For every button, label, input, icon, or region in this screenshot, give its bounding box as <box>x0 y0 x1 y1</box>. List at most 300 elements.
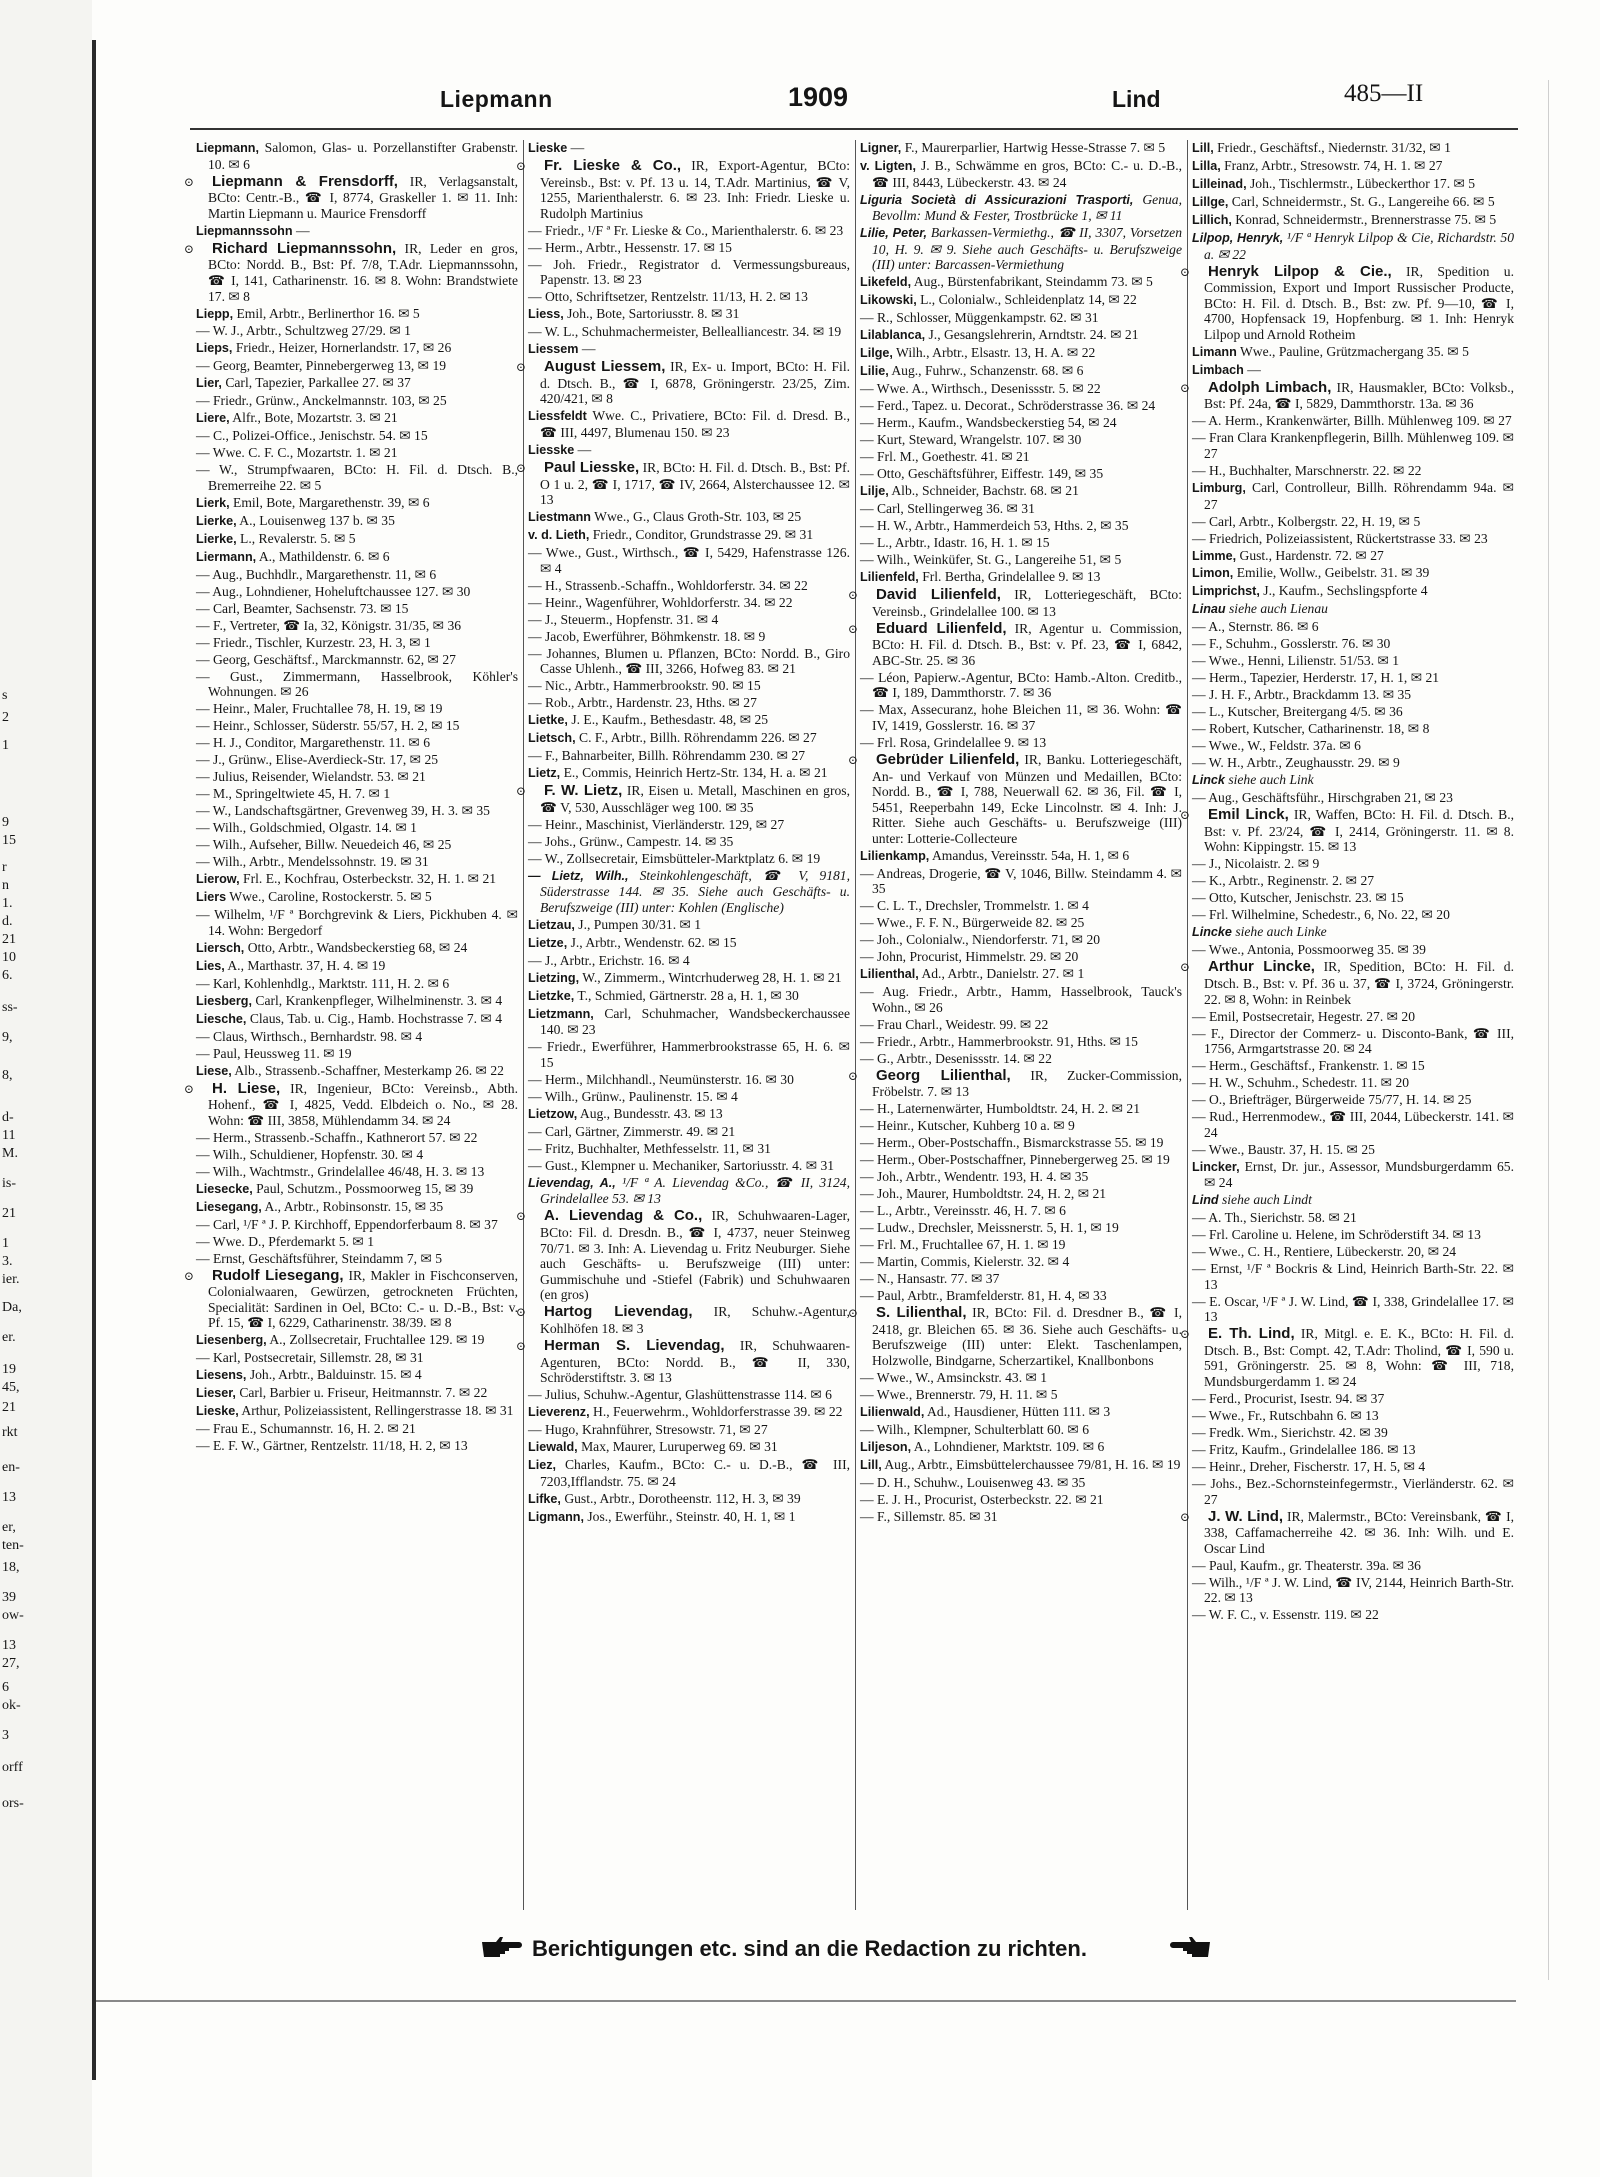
directory-entry <box>1192 514 1514 530</box>
entry-details: — Wilh., Arbtr., Mendelssohnstr. 19. ✉ 31 <box>196 854 429 870</box>
entry-details: — Karl, Postsecretair, Sillemstr. 28, ✉ 31 <box>196 1350 424 1366</box>
entry-details: siehe auch Lindt <box>1221 1192 1312 1208</box>
entry-name: Linck <box>1192 773 1225 788</box>
directory-entry <box>1192 531 1514 547</box>
entry-name: Arthur Lincke, <box>1208 958 1315 976</box>
firm-entry <box>516 156 850 221</box>
entry-name: Lilleinad, <box>1192 176 1247 191</box>
directory-entry <box>528 1422 850 1438</box>
entry-details: IR, Verlagsanstalt, BCto: Centr.-B., ☎ I, 8774, Graskeller 1. ✉ 11. Inh: Martin Liepmann u. Maurice Frensdorff <box>208 173 518 221</box>
registered-firm-icon: ⊙ <box>516 1305 527 1320</box>
entry-name: Liesenberg, <box>196 1333 267 1348</box>
directory-entry <box>196 701 518 717</box>
directory-entry <box>1192 1192 1514 1209</box>
directory-entry <box>196 752 518 768</box>
entry-name: David Lilienfeld, <box>876 586 1001 604</box>
entry-details: — Frl. Wilhelmine, Schedestr., 6, No. 22, ✉ 20 <box>1192 907 1450 923</box>
firm-entry <box>516 458 851 508</box>
entry-details: — H., Laternenwärter, Humboldtstr. 24, H. 2. ✉ 21 <box>860 1101 1141 1117</box>
directory-entry <box>860 949 1182 965</box>
entry-details: — Wilh., Aufseher, Billw. Neuedeich 46, ✉ 25 <box>196 837 452 853</box>
column-divider <box>523 140 524 1910</box>
directory-entry <box>1192 1425 1514 1441</box>
directory-entry <box>1192 1142 1514 1158</box>
entry-details: — Wwe., Baustr. 37, H. 15. ✉ 25 <box>1192 1141 1375 1157</box>
margin-fragment: en- <box>2 1460 20 1475</box>
entry-details: — Joh. Friedr., Registrator d. Vermessungsbureaus, Papenstr. 13. ✉ 23 <box>528 256 850 288</box>
margin-fragment: 13 <box>2 1490 16 1505</box>
entry-details: — Heinr., Kutscher, Kuhberg 10 a. ✉ 9 <box>860 1118 1075 1134</box>
entry-details: Wwe. C., Privatiere, BCto: Fil. d. Dresd. B., ☎ III, 4497, Blumenau 150. ✉ 23 <box>540 408 850 440</box>
directory-entry <box>860 501 1182 517</box>
entry-details: H., Feuerwehrm., Wohldorferstrasse 39. ✉ 22 <box>593 1404 843 1420</box>
margin-fragment: Da, <box>2 1300 22 1315</box>
entry-name: Lilge, <box>860 346 893 361</box>
directory-entry <box>1192 772 1514 789</box>
entry-details: — Wilh., Wachtmstr., Grindelallee 46/48, H. 3. ✉ 13 <box>196 1163 485 1179</box>
directory-entry <box>196 601 518 617</box>
entry-details: — Rud., Herrenmodew., ☎ III, 2044, Lübeckerstr. 141. ✉ 24 <box>1192 1109 1514 1140</box>
directory-entry <box>860 1135 1182 1151</box>
entry-name: Liesske <box>528 442 575 457</box>
entry-name: Lilie, <box>860 364 889 379</box>
directory-entry <box>1192 1109 1514 1140</box>
entry-details: — Joh., Arbtr., Wendentr. 193, H. 4. ✉ 35 <box>860 1169 1089 1185</box>
entry-details: J. B., Schwämme en gros, BCto: C.- u. D.-B., ☎ III, 8443, Lübeckerstr. 43. ✉ 24 <box>872 157 1182 190</box>
entry-details: — Wilh., Grünw., Paulinenstr. 15. ✉ 4 <box>528 1088 738 1104</box>
entry-details: Aug., Bundesstr. 43. ✉ 13 <box>579 1105 723 1121</box>
entry-details: Gust., Arbtr., Dorotheenstr. 112, H. 3, ✉ 39 <box>564 1490 801 1506</box>
entry-name: Lier, <box>196 376 222 391</box>
entry-details: Barkassen-Vermiethg., ☎ II, 3307, Vorsetzen 10, H. 9. ✉ 9. Siehe auch Geschäfts- u. Berufszweige (III) unter: Barcassen-Vermiethung <box>872 225 1183 273</box>
entry-details: — N., Hansastr. 77. ✉ 37 <box>860 1271 1000 1287</box>
entry-details: — Heinr., Dreher, Fischerstr. 17, H. 5, ✉ 4 <box>1192 1458 1426 1474</box>
entry-name: Liesens, <box>196 1368 247 1383</box>
directory-column-2 <box>516 140 851 1910</box>
entry-details: — Herm., Tapezier, Herderstr. 17, H. 1, ✉ 21 <box>1192 670 1440 686</box>
directory-entry <box>196 1332 518 1349</box>
entry-details: — F., Director der Commerz- u. Disconto-Bank, ☎ III, 1756, Armgartstrasse 20. ✉ 24 <box>1192 1025 1514 1057</box>
directory-entry <box>196 735 518 751</box>
entry-name: Ligner, <box>860 141 902 155</box>
directory-entry <box>528 289 850 305</box>
entry-details: A., Marthastr. 37, H. 4. ✉ 19 <box>227 957 386 973</box>
directory-entry <box>860 1439 1182 1456</box>
directory-entry <box>196 513 518 530</box>
entry-name: Hartog Lievendag, <box>544 1303 693 1321</box>
firm-entry <box>516 782 850 815</box>
directory-entry <box>860 1152 1182 1168</box>
firm-entry <box>1180 378 1515 412</box>
directory-entry <box>196 1438 518 1454</box>
entry-details: — Carl, Stellingerweg 36. ✉ 31 <box>860 501 1035 517</box>
entry-name: Lind <box>1192 1193 1219 1208</box>
entry-details: — F., Vertreter, ☎ Ia, 32, Königstr. 31/35, ✉ 36 <box>196 617 462 633</box>
directory-entry <box>196 993 518 1010</box>
entry-name: Paul Liesske, <box>544 458 640 476</box>
margin-fragment: 19 <box>2 1362 16 1377</box>
firm-entry <box>848 1066 1182 1100</box>
directory-entry <box>528 509 850 526</box>
entry-details: Amandus, Vereinsstr. 54a, H. 1, ✉ 6 <box>931 847 1130 863</box>
directory-entry <box>528 1509 850 1526</box>
directory-entry <box>196 854 518 870</box>
entry-name: Lieverenz, <box>528 1405 590 1420</box>
directory-entry <box>196 428 518 444</box>
entry-details: — H., Buchhalter, Marschnerstr. 22. ✉ 22 <box>1192 462 1422 478</box>
entry-name: Liese, <box>196 1063 232 1078</box>
entry-name: Lierke, <box>196 513 237 528</box>
entry-details: — F., Sillemstr. 85. ✉ 31 <box>860 1508 998 1524</box>
entry-details: L., Revalerstr. 5. ✉ 5 <box>240 530 356 546</box>
entry-name: Rudolf Liesegang, <box>212 1266 344 1284</box>
directory-entry <box>860 310 1182 326</box>
directory-entry <box>196 1217 518 1233</box>
directory-entry <box>860 735 1182 751</box>
directory-entry <box>528 851 850 867</box>
directory-entry <box>860 670 1182 701</box>
directory-entry <box>1192 1558 1514 1574</box>
entry-name: v. d. Lieth, <box>528 528 590 543</box>
entry-name: Liesecke, <box>196 1181 253 1196</box>
entry-details: — Frl. Rosa, Grindelallee 9. ✉ 13 <box>860 734 1047 750</box>
directory-entry <box>1192 140 1514 157</box>
margin-fragment: 15 <box>2 833 16 848</box>
firm-entry <box>1180 262 1514 343</box>
entry-details: IR, Export-Agentur, BCto: Vereinsb., Bst: v. Pf. 13 u. 14, T.Adr. Martinius, ☎ V, 1255, Marienthalerstr. 6. ✉ 23. Inh: Friedr. Lieske u. Rudolph Martinius <box>540 157 850 221</box>
directory-entry <box>528 695 850 711</box>
directory-entry <box>860 466 1182 482</box>
entry-details: — J. H. F., Arbtr., Brackdamm 13. ✉ 35 <box>1192 687 1412 703</box>
entry-name: Lilje, <box>860 484 889 499</box>
entry-details: IR, Eisen u. Metall, Maschinen en gros, ☎ V, 530, Ausschläger weg 100. ✉ 35 <box>540 783 850 815</box>
margin-fragment: d- <box>2 1110 14 1125</box>
registered-firm-icon: ⊙ <box>516 158 527 173</box>
entry-details: — Gust., Zimmermann, Hasselbrook, Köhler's Wohnungen. ✉ 26 <box>196 668 518 700</box>
registered-firm-icon: ⊙ <box>184 174 195 189</box>
entry-name: Liermann, <box>196 549 257 564</box>
entry-details: — Friedr., ¹/F ª Fr. Lieske & Co., Marienthalerstr. 6. ✉ 23 <box>528 222 844 238</box>
entry-name: Liez, <box>528 1458 556 1473</box>
margin-fragment: 27, <box>2 1656 20 1671</box>
directory-entry <box>528 1457 850 1489</box>
header-first-entry: Liepmann <box>440 86 553 112</box>
entry-details: — Claus, Wirthsch., Bernhardstr. 98. ✉ 4 <box>196 1028 423 1044</box>
directory-entry <box>1192 158 1514 175</box>
entry-name: E. Th. Lind, <box>1208 1325 1295 1343</box>
entry-details: Alfr., Bote, Mozartstr. 3. ✉ 21 <box>232 410 398 426</box>
entry-name: Limme, <box>1192 548 1237 563</box>
page-number: 485—II <box>1344 80 1424 107</box>
entry-details: Salomon, Glas- u. Porzellanstifter Grabenstr. 10. ✉ 6 <box>208 140 518 172</box>
entry-details: Friedr., Conditor, Grundstrasse 29. ✉ 31 <box>592 527 814 543</box>
entry-details: — R., Schlosser, Müggenkampstr. 62. ✉ 31 <box>860 310 1099 326</box>
entry-details: — D. H., Schuhw., Louisenweg 43. ✉ 35 <box>860 1474 1086 1490</box>
entry-details: — Friedrich, Polizeiassistent, Rückertstrasse 33. ✉ 23 <box>1192 530 1488 546</box>
directory-entry <box>860 449 1182 465</box>
entry-details: — Hugo, Krahnführer, Stresowstr. 71, ✉ 27 <box>528 1422 768 1438</box>
entry-details: — W., Strumpfwaaren, BCto: H. Fil. d. Dtsch. B., Bremerreihe 22. ✉ 5 <box>196 462 518 493</box>
entry-details: — Paul, Arbtr., Bramfelderstr. 81, H. 4, ✉ 33 <box>860 1288 1107 1304</box>
entry-name: Lilienthal, <box>860 967 919 982</box>
entry-name: Liestmann <box>528 510 591 525</box>
entry-details: — Otto, Kutscher, Jenischstr. 23. ✉ 15 <box>1192 890 1404 906</box>
directory-entry <box>860 1475 1182 1491</box>
entry-details: — J., Nicolaistr. 2. ✉ 9 <box>1192 856 1320 872</box>
entry-details: Joh., Bote, Sartoriusstr. 8. ✉ 31 <box>567 306 740 322</box>
entry-details: — Carl, Beamter, Sachsenstr. 73. ✉ 15 <box>196 600 409 616</box>
entry-details: IR, Schuhwaaren-Lager, BCto: Fil. d. Dresdn. B., ☎ I, 4737, neuer Steinweg 70/71. ✉ 3. Inh: A. Lievendag u. Fritz Neuburger. Siehe auch Geschäfts- u. Berufszweige (III) unter: Gummischuhe und -Stiefel (Fabrik) und Schuhwaaren (en gros) <box>540 1208 850 1303</box>
directory-entry <box>528 1124 850 1140</box>
directory-entry <box>196 889 518 906</box>
entry-details: W., Zimmerm., Wintcrhuderweg 28, H. 1. ✉ 21 <box>582 969 842 985</box>
directory-entry <box>528 935 850 952</box>
entry-name: — Lietz, Wilh., <box>528 868 629 883</box>
entry-details: — C. L. T., Drechsler, Trommelstr. 1. ✉ 4 <box>860 898 1089 914</box>
entry-name: Limbach <box>1192 362 1244 377</box>
entry-name: Liepmann & Frensdorff, <box>212 172 398 190</box>
margin-fragment: M. <box>2 1146 18 1161</box>
directory-entry <box>196 1147 518 1163</box>
entry-name: August Liessem, <box>544 358 666 376</box>
entry-details: — C., Polizei-Office., Jenischstr. 54. ✉ 15 <box>196 428 428 444</box>
entry-details: Friedr., Geschäftsf., Niedernstr. 31/32, ✉ 1 <box>1217 140 1451 155</box>
directory-entry <box>1192 1391 1514 1407</box>
entry-details: IR, Agentur u. Commission, BCto: H. Fil. d. Dtsch. B., Bst: v. Pf. 23, ☎ I, 6842, ABC-Str. 25. ✉ 36 <box>872 620 1182 668</box>
directory-entry <box>860 1288 1182 1304</box>
firm-entry <box>516 1303 851 1336</box>
directory-entry <box>528 341 850 358</box>
entry-details: — A. Th., Sierichstr. 58. ✉ 21 <box>1192 1210 1357 1226</box>
directory-entry <box>1192 1476 1514 1507</box>
directory-entry <box>860 1422 1182 1438</box>
entry-details: — Herm., Kaufm., Wandsbeckerstieg 54, ✉ 24 <box>860 415 1117 431</box>
entry-name: Likefeld, <box>860 275 912 290</box>
directory-entry <box>1192 942 1514 958</box>
directory-entry <box>860 292 1182 309</box>
entry-name: Lincker, <box>1192 1159 1240 1174</box>
directory-entry <box>196 1403 518 1420</box>
directory-entry <box>860 984 1182 1015</box>
page-header <box>0 0 1600 160</box>
entry-details: — Ludw., Drechsler, Meissnerstr. 5, H. 1, ✉ 19 <box>860 1220 1119 1236</box>
entry-details: — Karl, Kohlenhdlg., Marktstr. 111, H. 2. ✉ 6 <box>196 975 450 991</box>
entry-details: — W. F. C., v. Essenstr. 119. ✉ 22 <box>1192 1607 1379 1623</box>
firm-entry <box>848 1304 1182 1369</box>
entry-details: — Robert, Kutscher, Catharinenstr. 18, ✉ 8 <box>1192 721 1430 737</box>
entry-name: Lierke, <box>196 531 237 546</box>
directory-entry <box>1192 1459 1514 1475</box>
entry-details: — Friedr., Tischler, Kurzestr. 23, H. 3, ✉ 1 <box>196 634 431 650</box>
margin-fragment: rkt <box>2 1425 18 1440</box>
directory-entry <box>528 223 850 239</box>
entry-details: IR, Malermstr., BCto: Vereinsbank, ☎ I, 338, Caffamacherreihe 42. ✉ 36. Inh: Wilh. und E. Oscar Lind <box>1204 1508 1514 1556</box>
entry-details: — Wwe. C. F. C., Mozartstr. 1. ✉ 21 <box>196 445 398 461</box>
entry-details: — Wwe., Fr., Rutschbahn 6. ✉ 13 <box>1192 1408 1379 1424</box>
registered-firm-icon: ⊙ <box>516 1209 527 1224</box>
directory-entry <box>1192 653 1514 669</box>
entry-details: — Wwe. D., Pferdemarkt 5. ✉ 1 <box>196 1233 374 1249</box>
entry-details: — Frl. M., Fruchtallee 67, H. 1. ✉ 19 <box>860 1237 1066 1253</box>
directory-entry <box>528 748 850 764</box>
entry-details: — Wwe., W., Amsinckstr. 43. ✉ 1 <box>860 1370 1048 1386</box>
entry-details: Friedr., Heizer, Hornerlandstr. 17, ✉ 26 <box>235 340 452 356</box>
directory-entry <box>860 1101 1182 1117</box>
directory-entry <box>196 940 518 957</box>
directory-entry <box>1192 755 1514 771</box>
entry-details: — Wilh., ¹/F ª J. W. Lind, ☎ IV, 2144, Heinrich Barth-Str. 22. ✉ 13 <box>1192 1574 1514 1606</box>
registered-firm-icon: ⊙ <box>184 1081 195 1096</box>
registered-firm-icon: ⊙ <box>848 621 859 636</box>
margin-fragment: 11 <box>2 1128 16 1143</box>
entry-details: A., Mathildenstr. 6. ✉ 6 <box>258 548 390 564</box>
entry-details: Joh., Tischlermstr., Lübeckerthor 17. ✉ 5 <box>1250 175 1476 191</box>
entry-details: — John, Procurist, Himmelstr. 29. ✉ 20 <box>860 949 1079 965</box>
directory-entry <box>1192 430 1514 461</box>
entry-details: — Joh., Maurer, Humboldtstr. 24, H. 2, ✉ 21 <box>860 1186 1107 1202</box>
entry-name: Gebrüder Lilienfeld, <box>876 750 1020 768</box>
directory-entry <box>860 398 1182 414</box>
entry-name: J. W. Lind, <box>1208 1507 1284 1525</box>
entry-name: Liepmann, <box>196 141 259 155</box>
entry-details: — K., Arbtr., Reginenstr. 2. ✉ 27 <box>1192 873 1375 889</box>
margin-fragment: 1 <box>2 1236 9 1251</box>
directory-entry <box>528 988 850 1005</box>
directory-entry <box>1192 1442 1514 1458</box>
directory-entry <box>1192 1009 1514 1025</box>
directory-entry <box>1192 1075 1514 1091</box>
directory-entry <box>860 1051 1182 1067</box>
entry-details: Aug., Arbtr., Eimsbüttelerchaussee 79/81, H. 16. ✉ 19 <box>884 1456 1181 1472</box>
directory-entry <box>1192 212 1514 229</box>
entry-name: Richard Liepmannssohn, <box>212 239 397 257</box>
entry-details: J. E., Kaufm., Bethesdastr. 48, ✉ 25 <box>571 712 769 728</box>
directory-entry <box>1192 636 1514 652</box>
directory-entry <box>196 1011 518 1028</box>
margin-fragment: r <box>2 860 7 875</box>
directory-entry <box>1192 907 1514 923</box>
footer-text: Berichtigungen etc. sind an die Redaction zu richten. <box>532 1936 1087 1961</box>
entry-details: — Wwe., F. F. N., Bürgerweide 82. ✉ 25 <box>860 915 1085 931</box>
directory-entry <box>528 1106 850 1123</box>
entry-details: — Herm., Ober-Postschaffn., Bismarckstrasse 55. ✉ 19 <box>860 1135 1164 1151</box>
entry-name: Liere, <box>196 411 230 426</box>
entry-details: J., Pumpen 30/31. ✉ 1 <box>578 916 702 932</box>
entry-name: Liers <box>196 890 227 905</box>
pointing-hand-right-icon <box>480 1934 522 1960</box>
directory-entry <box>196 652 518 668</box>
entry-details: Carl, Tapezier, Parkallee 27. ✉ 37 <box>225 375 411 391</box>
entry-name: Lilienfeld, <box>860 570 919 585</box>
margin-fragment: d. <box>2 914 13 929</box>
entry-name: Lieps, <box>196 341 233 356</box>
entry-details: — Johannes, Blumen u. Pflanzen, BCto: Nordd. B., Giro Casse Uhlenh., ☎ III, 3266, Hofweg 83. ✉ 21 <box>528 645 850 677</box>
entry-details: — W., Landschaftsgärtner, Grevenweg 39, H. 3. ✉ 35 <box>196 803 490 819</box>
entry-details: IR, Schuhw.-Agentur, Kohlhöfen 18. ✉ 3 <box>540 1304 851 1336</box>
directory-entry <box>1192 1575 1514 1606</box>
entry-name: Lietzau, <box>528 917 575 932</box>
registered-firm-icon: ⊙ <box>1180 808 1191 823</box>
firm-entry <box>848 619 1182 669</box>
entry-details: Ad., Hausdiener, Hütten 111. ✉ 3 <box>927 1404 1111 1420</box>
directory-entry <box>528 1141 850 1157</box>
directory-entry <box>860 1220 1182 1236</box>
firm-entry <box>184 1079 518 1129</box>
entry-details: — Frau E., Schumannstr. 16, H. 2. ✉ 21 <box>196 1421 416 1437</box>
entry-details: IR, Mitgl. e. E. K., BCto: H. Fil. d. Dtsch. B., Bst: Compt. 42, T.Adr: Tholind, ☎ I, 590 u. 591, Gröningerstr. 25. ✉ 8, Wohn: ☎ III, 718, Mundsburgerdamm 1. ✉ 24 <box>1204 1326 1514 1390</box>
entry-name: Liessfeldt <box>528 409 587 424</box>
firm-entry <box>1180 958 1514 1007</box>
entry-details: — L., Kutscher, Breitergang 4/5. ✉ 36 <box>1192 704 1403 720</box>
registered-firm-icon: ⊙ <box>184 241 195 256</box>
entry-details: — <box>577 441 592 457</box>
directory-entry <box>860 915 1182 931</box>
entry-details: — <box>1247 361 1261 377</box>
entry-details: — Heinr., Maschinist, Vierländerstr. 129, ✉ 27 <box>528 816 785 832</box>
entry-details: — Max, Assecuranz, hohe Bleichen 11, ✉ 36. Wohn: ☎ IV, 1419, Gosslerstr. 16. ✉ 37 <box>860 702 1182 733</box>
margin-fragment: 39 <box>2 1590 16 1605</box>
entry-details: — Fritz, Buchhalter, Methfesselstr. 11, ✉ 31 <box>528 1140 771 1156</box>
directory-entry <box>860 1370 1182 1386</box>
directory-entry <box>860 552 1182 568</box>
directory-entry <box>528 1439 850 1456</box>
entry-details: Arthur, Polizeiassistent, Rellingerstrasse 18. ✉ 31 <box>241 1403 514 1419</box>
directory-entry <box>528 306 850 323</box>
directory-entry <box>196 1046 518 1062</box>
entry-details: — E. Oscar, ¹/F ª J. W. Lind, ☎ I, 338, Grindelallee 17. ✉ 13 <box>1192 1293 1514 1325</box>
directory-entry <box>196 1199 518 1216</box>
entry-details: — A., Sternstr. 86. ✉ 6 <box>1192 619 1319 635</box>
entry-details: — Heinr., Schlosser, Süderstr. 55/57, H. 2, ✉ 15 <box>196 718 460 734</box>
directory-entry <box>528 953 850 969</box>
directory-entry <box>528 765 850 782</box>
entry-name: Liesche, <box>196 1011 247 1026</box>
firm-entry <box>1180 1325 1514 1390</box>
margin-fragment: 10 <box>2 950 16 965</box>
registered-firm-icon: ⊙ <box>848 752 859 767</box>
entry-details: Emil, Bote, Margarethenstr. 39, ✉ 6 <box>233 494 430 510</box>
entry-details: IR, Spedition, BCto: H. Fil. d. Dtsch. B., Bst: v. Pf. 36 u. 37, ☎ I, 3724, Gröningerstr. 22. ✉ 8, Wohn: in Reinbek <box>1204 959 1514 1007</box>
directory-entry <box>1192 1092 1514 1108</box>
firm-entry <box>516 358 850 407</box>
directory-entry <box>860 702 1182 733</box>
entry-details: Wwe., G., Claus Groth-Str. 103, ✉ 25 <box>594 509 802 525</box>
entry-details: — <box>570 140 585 155</box>
entry-details: — Wilh., Schuldiener, Hopfenstr. 30. ✉ 4 <box>196 1146 424 1162</box>
entry-details: — Fritz, Kaufm., Grindelallee 186. ✉ 13 <box>1192 1441 1416 1457</box>
entry-details: — Wwe., Henni, Lilienstr. 51/53. ✉ 1 <box>1192 653 1400 669</box>
directory-entry <box>528 240 850 256</box>
entry-details: Konrad, Schneidermstr., Brennerstrasse 75. ✉ 5 <box>1235 211 1497 227</box>
entry-details: L., Colonialw., Schleidenplatz 14, ✉ 22 <box>920 292 1137 308</box>
entry-details: — Carl, Gärtner, Zimmerstr. 49. ✉ 21 <box>528 1123 736 1139</box>
entry-details: — F., Bahnarbeiter, Billh. Röhrendamm 230. ✉ 27 <box>528 748 806 764</box>
entry-details: IR, Schuhwaaren-Agenturen, BCto: Nordd. B., ☎ II, 330, Schröderstiftstr. 3. ✉ 13 <box>540 1337 850 1386</box>
directory-entry <box>528 817 850 833</box>
directory-entry <box>1192 924 1514 941</box>
entry-details: — Ernst, ¹/F ª Bockris & Lind, Heinrich Barth-Str. 22. ✉ 13 <box>1192 1261 1514 1292</box>
entry-details: — J., Arbtr., Erichstr. 16. ✉ 4 <box>528 952 690 968</box>
binding-edge <box>92 40 96 2080</box>
margin-fragment: 21 <box>2 932 16 947</box>
entry-details: — Friedr., Ewerführer, Hammerbrookstrasse 65, H. 6. ✉ 15 <box>528 1039 850 1070</box>
entry-details: A., Lohndiener, Marktstr. 109. ✉ 6 <box>913 1438 1105 1454</box>
registered-firm-icon: ⊙ <box>848 588 859 603</box>
firm-entry <box>1180 806 1514 855</box>
directory-entry <box>1192 856 1514 872</box>
directory-entry <box>1192 1210 1514 1226</box>
directory-entry <box>196 1130 518 1146</box>
